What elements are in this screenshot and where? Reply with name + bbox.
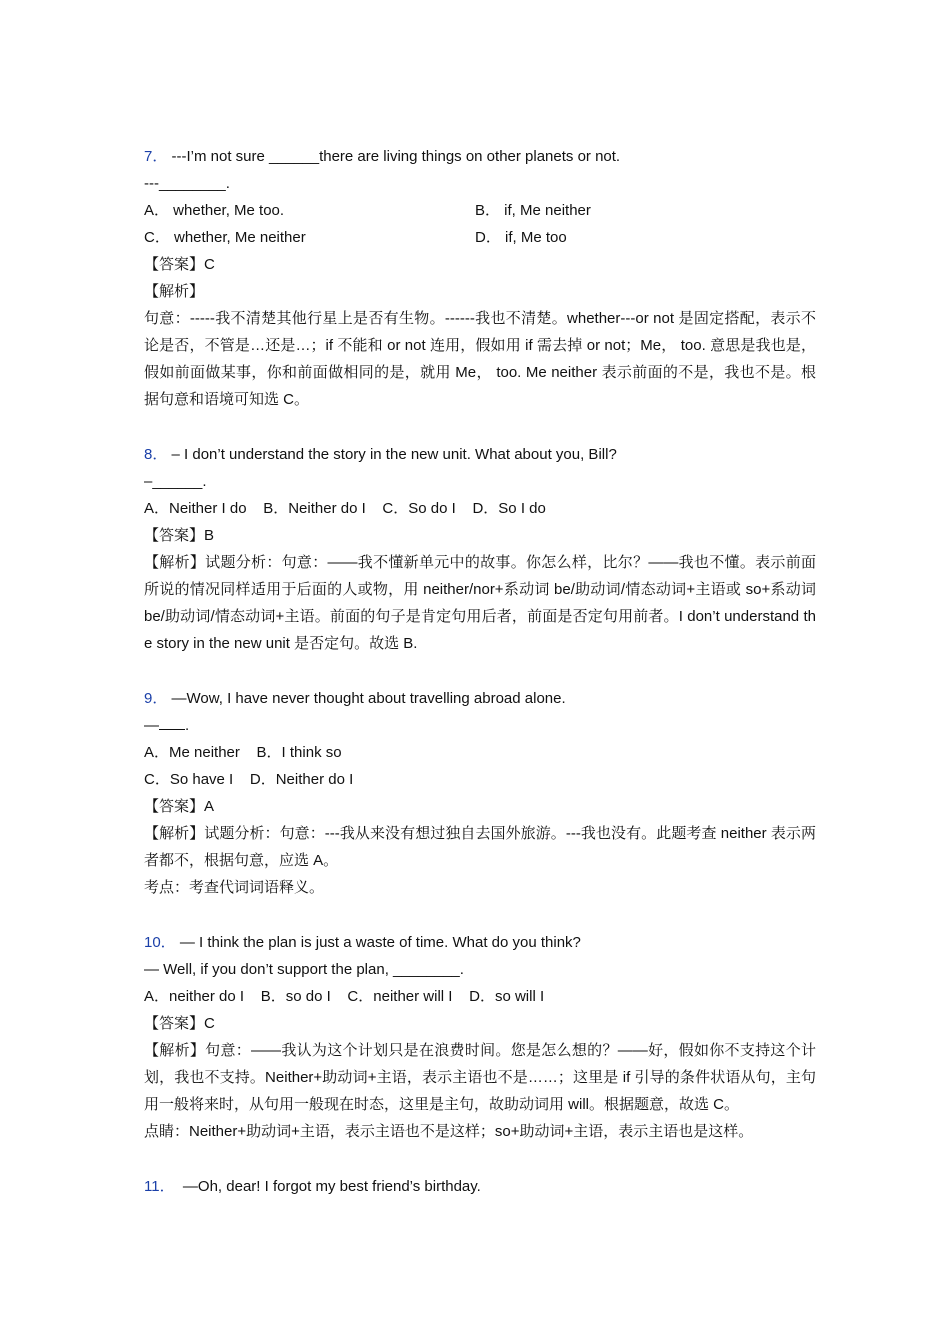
- dianjing-text: 点睛：Neither+助动词+主语，表示主语也不是这样；so+助动词+主语，表示主语也是这样。: [144, 1123, 754, 1140]
- question-stem: [144, 143, 816, 170]
- response-line: –______.: [144, 473, 207, 490]
- analysis-text: 【解析】句意：——我认为这个计划只是在浪费时间。您是怎么想的？——好，假如你不支持这个计划，我也不支持。Neither+助动词+主语，表示主语也不是……；这里是 if 引导的条件状语从句，主句用一般将来时，从句用一般现在时态，这里是主句，故助动词用 will。根据题意，故选 C。: [144, 1042, 816, 1113]
- question-8: [144, 441, 816, 657]
- analysis-text: 【解析】试题分析：句意：——我不懂新单元中的故事。你怎么样，比尔？——我也不懂。表示前面所说的情况同样适用于后面的人或物，用 neither/nor+系动词 be/助动词/情态动词+主语或 so+系动词 be/助动词/情态动词+主语。前面的句子是肯定句用后者，前面是否定句用前者。I don’t understand the story in the new unit 是否定句。故选 B.: [144, 554, 816, 652]
- options-line: A．neither do I B．so do I C．neither will I D．so will I: [144, 988, 545, 1005]
- question-stem: [144, 685, 816, 712]
- question-text: —Wow, I have never thought about travelling abroad alone.: [167, 690, 566, 707]
- answer-line: 【答案】A: [144, 798, 215, 815]
- question-number: 8．: [144, 446, 168, 463]
- options-line: C．So have I D．Neither do I: [144, 771, 354, 788]
- option-d: D． if, Me too: [475, 229, 567, 246]
- dash-prefix: —: [144, 717, 159, 734]
- answer-line: 【答案】C: [144, 256, 215, 273]
- question-stem: [144, 1173, 816, 1200]
- answer-line: 【答案】C: [144, 1015, 215, 1032]
- answer-line: 【答案】B: [144, 527, 215, 544]
- period: .: [185, 717, 190, 734]
- question-9: [144, 685, 816, 901]
- option-a: A． whether, Me too.: [144, 202, 285, 219]
- response-line: [144, 712, 816, 739]
- options-line: A．Me neither B．I think so: [144, 744, 342, 761]
- answer-blank: [159, 715, 185, 730]
- question-7: [144, 143, 816, 413]
- option-c: C． whether, Me neither: [144, 229, 306, 246]
- response-line: — Well, if you don’t support the plan, ________.: [144, 961, 464, 978]
- question-11: [144, 1173, 816, 1200]
- question-number: 11．: [144, 1178, 175, 1195]
- question-number: 10．: [144, 934, 176, 951]
- analysis-title: 【解析】: [144, 283, 205, 300]
- question-10: [144, 929, 816, 1145]
- response-line: ---________.: [144, 175, 230, 192]
- options-row: [144, 224, 816, 251]
- question-text: ---I’m not sure ______there are living things on other planets or not.: [167, 148, 621, 165]
- option-b: B． if, Me neither: [475, 202, 591, 219]
- question-number: 7．: [144, 148, 168, 165]
- options-line: A．Neither I do B．Neither do I C．So do I D．So I do: [144, 500, 546, 517]
- question-stem: [144, 929, 816, 956]
- analysis-text: 【解析】试题分析：句意：---我从来没有想过独自去国外旅游。---我也没有。此题考查 neither 表示两者都不，根据句意，应选 A。: [144, 825, 816, 869]
- question-text: – I don’t understand the story in the new unit. What about you, Bill?: [167, 446, 617, 463]
- question-text: —Oh, dear! I forgot my best friend’s birthday.: [174, 1178, 481, 1195]
- options-row: [144, 197, 816, 224]
- kaodian-line: 考点：考查代词词语释义。: [144, 879, 325, 896]
- question-stem: [144, 441, 816, 468]
- question-text: — I think the plan is just a waste of time. What do you think?: [175, 934, 581, 951]
- question-list: [144, 143, 816, 1228]
- analysis-text: 句意：-----我不清楚其他行星上是否有生物。------我也不清楚。whether---or not 是固定搭配，表示不论是否，不管是…还是…；if 不能和 or not 连用，假如用 if 需去掉 or not；Me， too. 意思是我也是，假如前面做某事，你和前面做相同的是，就用 Me， too. Me neither 表示前面的不是，我也不是。根据句意和语境可知选 C。: [144, 310, 816, 408]
- question-number: 9．: [144, 690, 168, 707]
